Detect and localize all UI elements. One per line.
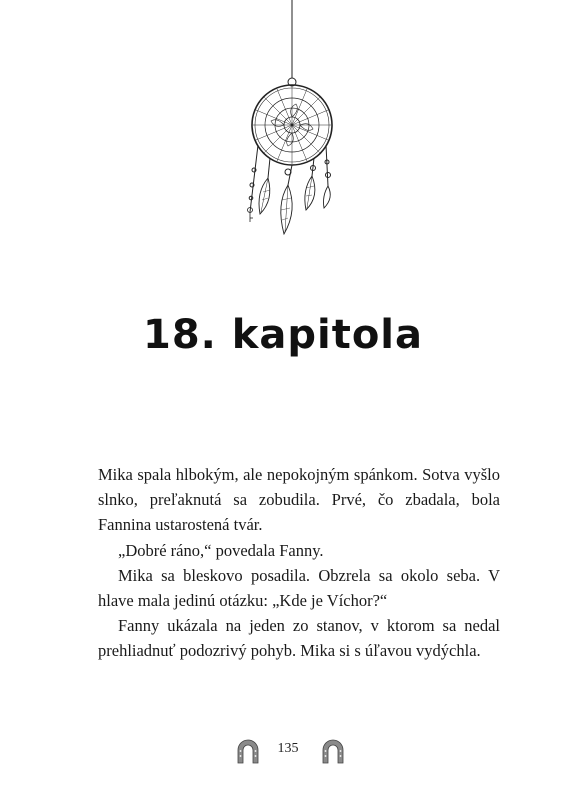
page-number: 135 (277, 741, 299, 756)
paragraph: Fanny ukázala na jeden zo stanov, v ktorom sa nedal prehliadnuť podozrivý pohyb. Mika si s úľavou vydýchla. (98, 616, 500, 661)
chapter-title: 18. kapitola (142, 312, 424, 358)
paragraph: Mika sa bleskovo posadila. Obzrela sa okolo seba. V hlave mala jedinú otázku: „Kde je Víchor?“ (98, 565, 500, 611)
chapter-body (98, 462, 500, 664)
page-footer (0, 737, 566, 767)
paragraph: Mika spala hlbokým, ale nepokojným spánkom. Sotva vyšlo slnko, preľaknutá sa zobudila. Prvé, čo zbadala, bola Fannina ustarostená tvár. (98, 465, 500, 535)
horseshoe-icon (235, 737, 261, 765)
dreamcatcher-icon (230, 0, 340, 240)
paragraph: „Dobré ráno,“ povedala Fanny. (118, 540, 324, 560)
horseshoe-icon (320, 737, 346, 765)
